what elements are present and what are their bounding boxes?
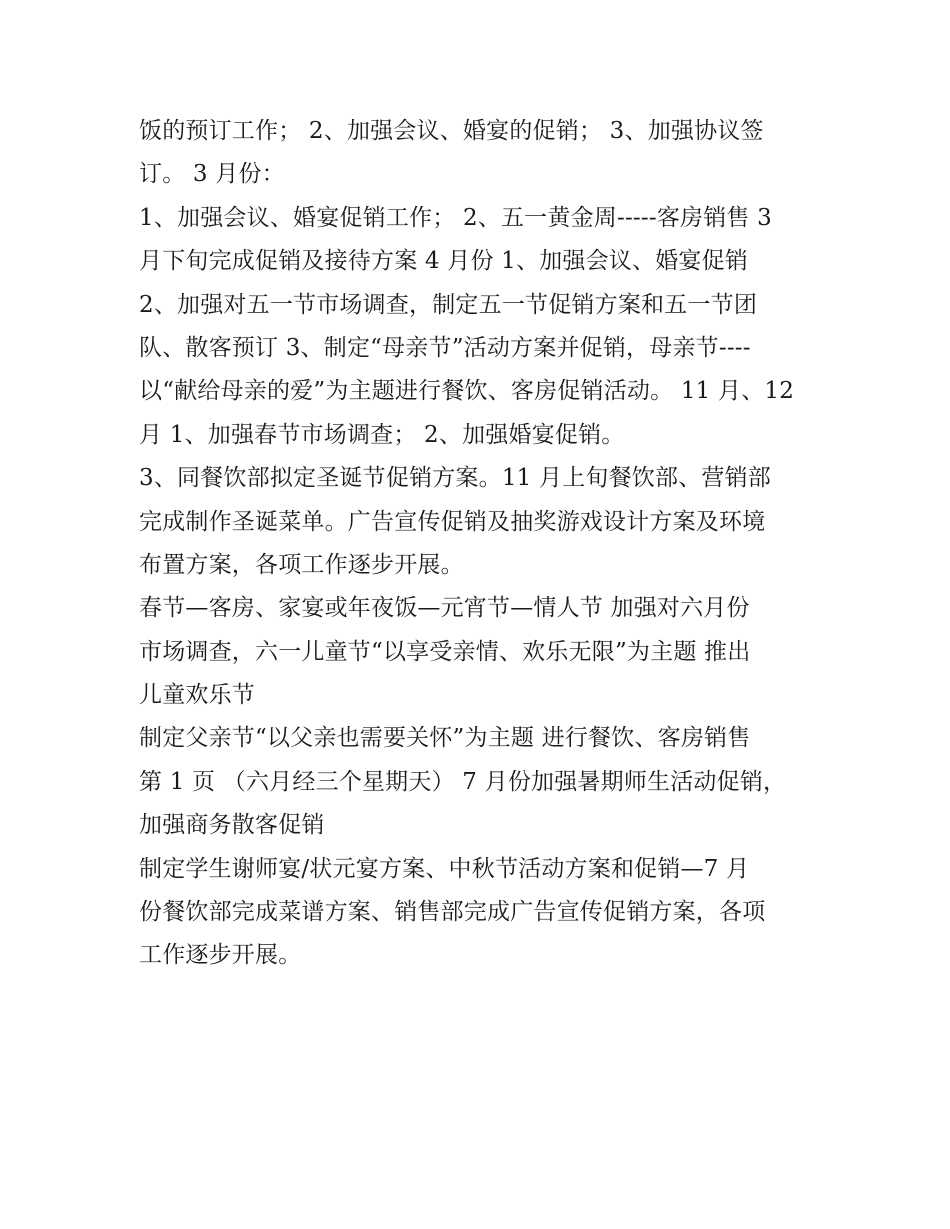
document-body (139, 110, 829, 978)
text-line: 第 1 页 （六月经三个星期天） 7 月份加强暑期师生活动促销， (139, 768, 787, 795)
text-line: 以“献给母亲的爱”为主题进行餐饮、客房促销活动。 11 月、12 (139, 378, 795, 405)
text-line: 加强商务散客促销 (139, 812, 325, 839)
text-line: 1、加强会议、婚宴促销工作； 2、五一黄金周-----客房销售 3 (139, 204, 772, 231)
text-line: 月下旬完成促销及接待方案 4 月份 1、加强会议、婚宴促销 (139, 248, 748, 275)
text-line: 订。 3 月份： (139, 161, 285, 188)
text-line: 市场调查，六一儿童节“以享受亲情、欢乐无限”为主题 推出 (139, 638, 751, 665)
text-line: 饭的预订工作； 2、加强会议、婚宴的促销； 3、加强协议签 (139, 118, 764, 144)
text-line: 完成制作圣诞菜单。广告宣传促销及抽奖游戏设计方案及环境 (139, 508, 766, 535)
text-line: 儿童欢乐节 (139, 682, 255, 709)
text-line: 3、同餐饮部拟定圣诞节促销方案。11 月上旬餐饮部、营销部 (139, 465, 772, 492)
text-line: 月 1、加强春节市场调查； 2、加强婚宴促销。 (139, 421, 625, 448)
text-line: 队、散客预订 3、制定“母亲节”活动方案并促销，母亲节---- (139, 334, 751, 361)
text-line: 制定学生谢师宴/状元宴方案、中秋节活动方案和促销—7 月 (139, 855, 750, 882)
text-line: 布置方案，各项工作逐步开展。 (139, 551, 464, 578)
text-line: 2、加强对五一节市场调查，制定五一节促销方案和五一节团 (139, 291, 758, 318)
text-line: 春节—客房、家宴或年夜饭—元宵节—情人节 加强对六月份 (139, 595, 750, 622)
text-line: 工作逐步开展。 (139, 942, 302, 969)
text-line: 份餐饮部完成菜谱方案、销售部完成广告宣传促销方案，各项 (139, 899, 766, 926)
text-line: 制定父亲节“以父亲也需要关怀”为主题 进行餐饮、客房销售 (139, 725, 751, 752)
